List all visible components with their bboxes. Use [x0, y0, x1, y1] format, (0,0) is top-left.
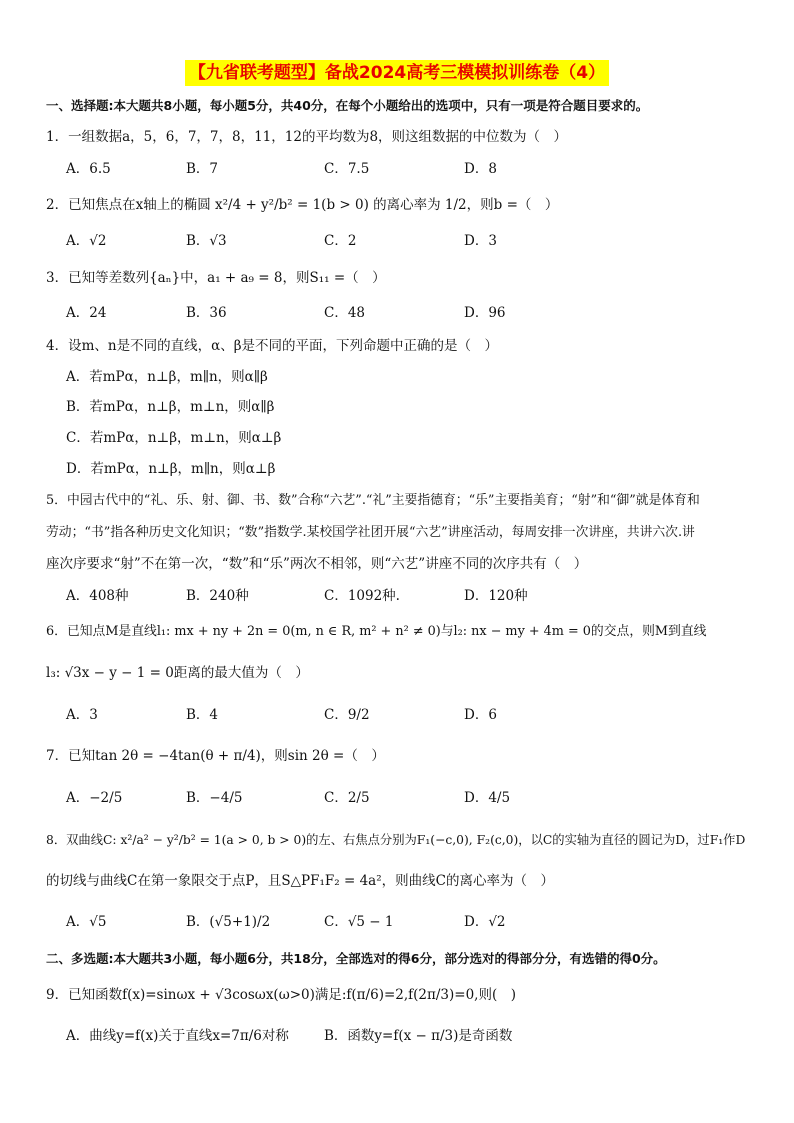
- q6-option-a[interactable]: A．3: [66, 707, 98, 723]
- q7-option-c[interactable]: C．2/5: [324, 790, 370, 806]
- q1-option-c[interactable]: C．7.5: [324, 161, 370, 177]
- q5-option-d[interactable]: D．120种: [464, 588, 528, 604]
- question-3-stem: 3．已知等差数列{aₙ}中，a₁ + a₉ = 8，则S₁₁ =（ ）: [46, 270, 386, 286]
- q2-option-b[interactable]: B．√3: [186, 233, 227, 249]
- q8-option-a[interactable]: A．√5: [66, 914, 107, 930]
- q6-option-d[interactable]: D．6: [464, 707, 497, 723]
- question-5-line-2: 劳动；“书”指各种历史文化知识；“数”指数学.某校国学社团开展“六艺”讲座活动，每周安排一次讲座，共讲六次.讲: [46, 525, 695, 540]
- exam-title: [0, 58, 794, 83]
- question-2-stem: 2．已知焦点在x轴上的椭圆 x²/4 + y²/b² = 1(b > 0) 的离心率为 1/2，则b =（ ）: [46, 197, 559, 213]
- section-2-heading: 二、多选题:本大题共3小题，每小题6分，共18分，全部选对的得6分，部分选对的得部分分，有选错的得0分。: [46, 951, 666, 966]
- q8-option-d[interactable]: D．√2: [464, 914, 506, 930]
- q1-option-a[interactable]: A．6.5: [66, 161, 111, 177]
- q7-option-d[interactable]: D．4/5: [464, 790, 511, 806]
- question-6-line-1: 6．已知点M是直线l₁: mx + ny + 2n = 0(m, n ∈ R, m² + n² ≠ 0)与l₂: nx − my + 4m = 0的交点，则M到直线: [46, 624, 707, 639]
- question-9-stem: 9．已知函数f(x)=sinωx + √3cosωx(ω>0)满足:f(π/6)=2,f(2π/3)=0,则( ): [46, 987, 517, 1003]
- q3-option-a[interactable]: A．24: [66, 305, 107, 321]
- question-6-line-2: l₃: √3x − y − 1 = 0距离的最大值为（ ）: [46, 665, 309, 681]
- q1-option-b[interactable]: B．7: [186, 161, 219, 177]
- question-8-line-2: 的切线与曲线C在第一象限交于点P，且S△PF₁F₂ = 4a²，则曲线C的离心率为（ ）: [46, 873, 554, 889]
- q3-option-d[interactable]: D．96: [464, 305, 506, 321]
- q9-option-b[interactable]: B．函数y=f(x − π/3)是奇函数: [324, 1028, 513, 1044]
- q4-option-d[interactable]: D．若mPα，n⊥β，m∥n，则α⊥β: [66, 461, 276, 477]
- q4-option-a[interactable]: A．若mPα，n⊥β，m∥n，则α∥β: [66, 369, 268, 385]
- q9-option-a[interactable]: A．曲线y=f(x)关于直线x=7π/6对称: [66, 1028, 289, 1044]
- q6-option-c[interactable]: C．9/2: [324, 707, 370, 723]
- q5-option-b[interactable]: B．240种: [186, 588, 249, 604]
- q1-option-d[interactable]: D．8: [464, 161, 497, 177]
- q3-option-c[interactable]: C．48: [324, 305, 366, 321]
- q2-option-c[interactable]: C．2: [324, 233, 357, 249]
- question-5-line-3: 座次序要求“射”不在第一次，“数”和“乐”两次不相邻，则“六艺”讲座不同的次序共有（ ）: [46, 556, 588, 572]
- q7-option-a[interactable]: A．−2/5: [66, 790, 123, 806]
- question-5-line-1: 5．中园古代中的“礼、乐、射、御、书、数”合称“六艺”.“礼”主要指德育；“乐”主要指美育；“射”和“御”就是体育和: [46, 493, 700, 508]
- q3-option-b[interactable]: B．36: [186, 305, 227, 321]
- q2-option-d[interactable]: D．3: [464, 233, 497, 249]
- q5-option-c[interactable]: C．1092种.: [324, 588, 400, 604]
- section-1-heading: 一、选择题:本大题共8小题，每小题5分，共40分，在每个小题给出的选项中，只有一项是符合题目要求的。: [46, 98, 649, 113]
- q8-option-c[interactable]: C．√5 − 1: [324, 914, 394, 930]
- q2-option-a[interactable]: A．√2: [66, 233, 107, 249]
- q8-option-b[interactable]: B．(√5+1)/2: [186, 914, 271, 930]
- q7-option-b[interactable]: B．−4/5: [186, 790, 243, 806]
- question-4-stem: 4．设m、n是不同的直线，α、β是不同的平面，下列命题中正确的是（ ）: [46, 338, 499, 354]
- q6-option-b[interactable]: B．4: [186, 707, 219, 723]
- q5-option-a[interactable]: A．408种: [66, 588, 129, 604]
- exam-title-text: 【九省联考题型】备战2024高考三模模拟训练卷（4）: [185, 60, 609, 86]
- q4-option-b[interactable]: B．若mPα，n⊥β，m⊥n，则α∥β: [66, 399, 275, 415]
- question-8-line-1: 8．双曲线C: x²/a² − y²/b² = 1(a > 0, b > 0)的左、右焦点分别为F₁(−c,0), F₂(c,0)，以C的实轴为直径的圆记为D，过F₁作D: [46, 833, 746, 847]
- question-1-stem: 1．一组数据a，5，6，7，7，8，11，12的平均数为8，则这组数据的中位数为（ ）: [46, 129, 568, 145]
- question-7-stem: 7．已知tan 2θ = −4tan(θ + π/4)，则sin 2θ =（ ）: [46, 748, 385, 764]
- q4-option-c[interactable]: C．若mPα，n⊥β，m⊥n，则α⊥β: [66, 430, 282, 446]
